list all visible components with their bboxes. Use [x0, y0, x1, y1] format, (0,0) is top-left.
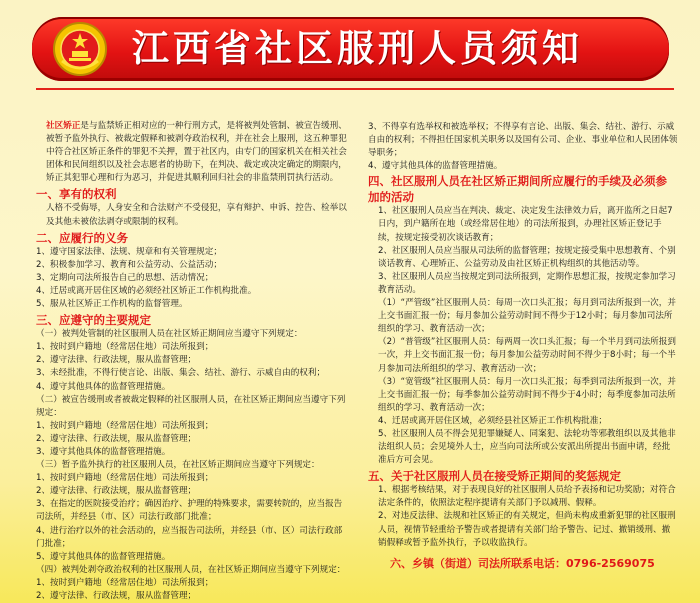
rule-group-heading: （三）暂予监外执行的社区服刑人员，在社区矫正期间应当遵守下列规定： [36, 460, 320, 471]
procedure-item: 4、迁居或离开居住区域，必须经县社区矫正工作机构批准； [378, 415, 607, 426]
duty-item: 4、迁居或离开居住区域的必须经社区矫正工作机构批准。 [36, 285, 257, 296]
rule-group-heading: （一）被判处管制的社区服刑人员在社区矫正期间应当遵守下列规定： [36, 329, 303, 340]
procedure-item: 2、社区服刑人员应当服从司法所的监督管理；按规定接受集中思想教育、个别谈话教育、心理矫正、公益劳动及由社区矫正机构组织的其他活动等。 [378, 245, 676, 269]
duty-item: 3、定期向司法所报告自己的思想、活动情况； [36, 272, 214, 283]
intro-paragraph [36, 120, 348, 185]
section-rewards-title: 五、关于社区服刑人员在接受矫正期间的奖惩规定 [368, 469, 621, 484]
rule-group-heading: （二）被宣告缓刑或者被裁定假释的社区服刑人员，在社区矫正期间应当遵守下列规定： [36, 394, 346, 418]
page-title: 江西省社区服刑人员须知 [132, 27, 583, 70]
duty-item: 2、积极参加学习、教育和公益劳动、公益活动； [36, 259, 222, 270]
rule-item: 1、按时到户籍地（经常居住地）司法所报到； [36, 342, 214, 353]
section-procedures-title: 四、社区服刑人员在社区矫正期间所应履行的手续及必须参加的活动 [368, 174, 667, 205]
rule-item: 3、不得享有选举权和被选举权；不得享有言论、出版、集会、结社、游行、示威自由的权利；不得担任国家机关职务以及国有公司、企业、事业单位和人民团体领导职务； [368, 122, 678, 159]
reward-item: 2、对违反法律、法规和社区矫正的有关规定，但尚未构成重新犯罪的社区服刑人员，视情节轻重给予警告或者提请有关部门给予警告、记过、撤销缓刑、撤销假释或暂予监外执行，予以收监执行。 [378, 511, 676, 548]
rule-item: 2、遵守法律、行政法规，服从监督管理； [36, 486, 197, 497]
national-emblem-icon [52, 21, 108, 77]
rule-item: 3、未经批准，不得行使言论、出版、集会、结社、游行、示威自由的权利； [36, 368, 326, 379]
rule-item: 3、遵守其他具体的监督管理措施。 [36, 446, 171, 457]
rule-item: 1、按时到户籍地（经常居住地）司法所报到； [36, 577, 214, 588]
duty-item: 1、遵守国家法律、法规、规章和有关管理规定； [36, 246, 222, 257]
section-rights-title: 一、享有的权利 [36, 187, 117, 202]
rule-item: 4、遵守其他具体的监督管理措施。 [36, 381, 171, 392]
rule-item: 1、按时到户籍地（经常居住地）司法所报到； [36, 420, 214, 431]
intro-text: 是与监禁矫正相对应的一种行刑方式，是将被判处管制、被宣告缓刑、被暂予监外执行、被裁定假释和被剥夺政治权利，并在社会上服刑，这五种罪犯中符合社区矫正条件的罪犯不关押，置于社区内，由专门的国家机关在相关社会团体和民间组织以及社会志愿者的协助下，在判决、裁定或决定确定的期限内，矫正其犯罪心理和行为恶习，并促进其顺利回归社会的非监禁刑罚执行活动。 [46, 121, 347, 184]
header-divider [36, 88, 674, 90]
rule-item: 4、进行治疗以外的社会活动的，应当报告司法所，并经县（市、区）司法行政部门批准； [36, 525, 343, 549]
procedure-subitem: （2）“普管级”社区服刑人员：每两周一次口头汇报；每一个半月到司法所报到一次，并上交书面汇报一份；每月参加公益劳动时间不得少于8小时；每一个半月参加司法所组织的学习、教育活动一次； [378, 337, 676, 374]
left-column [36, 120, 348, 603]
rule-item: 4、遵守其他具体的监督管理措施。 [368, 161, 503, 172]
section-rules-title: 三、应遵守的主要规定 [36, 313, 151, 328]
procedure-item: 1、社区服刑人员应当在判决、裁定、决定发生法律效力后，离开监所之日起7日内，到户籍所在地（或经常居住地）的司法所报到，办理社区矫正登记手续，按规定接受初次谈话教育； [378, 206, 673, 243]
rule-item: 2、遵守法律、行政法规，服从监督管理； [36, 355, 197, 366]
rule-item: 1、按时到户籍地（经常居住地）司法所报到； [36, 473, 214, 484]
duty-item: 5、服从社区矫正工作机构的监督管理。 [36, 299, 188, 310]
rule-group-heading: （四）被判处剥夺政治权利的社区服刑人员，在社区矫正期间应当遵守下列规定： [36, 564, 346, 575]
procedure-item: 5、社区服刑人员不得会见犯罪嫌疑人、同案犯、法轮功等邪教组织以及其他非法组织人员；会见境外人士，应当向司法所或公安派出所提出书面申请，经批准后方可会见。 [378, 428, 676, 466]
contact-phone: 六、乡镇（街道）司法所联系电话：0796-2569075 [390, 556, 655, 570]
rule-item: 2、遵守法律、行政法规，服从监督管理； [36, 433, 197, 444]
procedure-subitem: （3）“宽管级”社区服刑人员：每月一次口头汇报；每季到司法所报到一次，并上交书面汇报一份；每季参加公益劳动时间不得少于4小时；每季度参加司法所组织的学习、教育活动一次； [378, 376, 676, 413]
procedure-subitem: （1）“严管级”社区服刑人员：每周一次口头汇报；每月到司法所报到一次，并上交书面汇报一份；每月参加公益劳动时间不得少于12小时；每月参加司法所组织的学习、教育活动一次； [378, 298, 676, 335]
intro-term: 社区矫正 [46, 121, 81, 131]
rule-item: 3、在指定的医院接受治疗；确因治疗、护理的特殊要求，需要转院的，应当报告司法所，并经县（市、区）司法行政部门批准； [36, 499, 343, 523]
right-column [368, 121, 678, 572]
section-duties-title: 二、应履行的义务 [36, 230, 128, 245]
reward-item: 1、根据考核结果，对于表现良好的社区服刑人员给予表扬和记功奖励；对符合法定条件的，依照法定程序提请有关部门予以减刑、假释。 [378, 485, 676, 509]
section-rights-text: 人格不受侮辱，人身安全和合法财产不受侵犯，享有辩护、申诉、控告、检举以及其他未被依法剥夺或限制的权利。 [46, 203, 347, 227]
rule-item: 2、遵守法律、行政法规，服从监督管理； [36, 591, 197, 601]
procedure-item: 3、社区服刑人员应当按规定到司法所报到，定期作思想汇报，按规定参加学习教育活动。 [378, 271, 676, 295]
rule-item: 5、遵守其他具体的监督管理措施。 [36, 551, 171, 562]
